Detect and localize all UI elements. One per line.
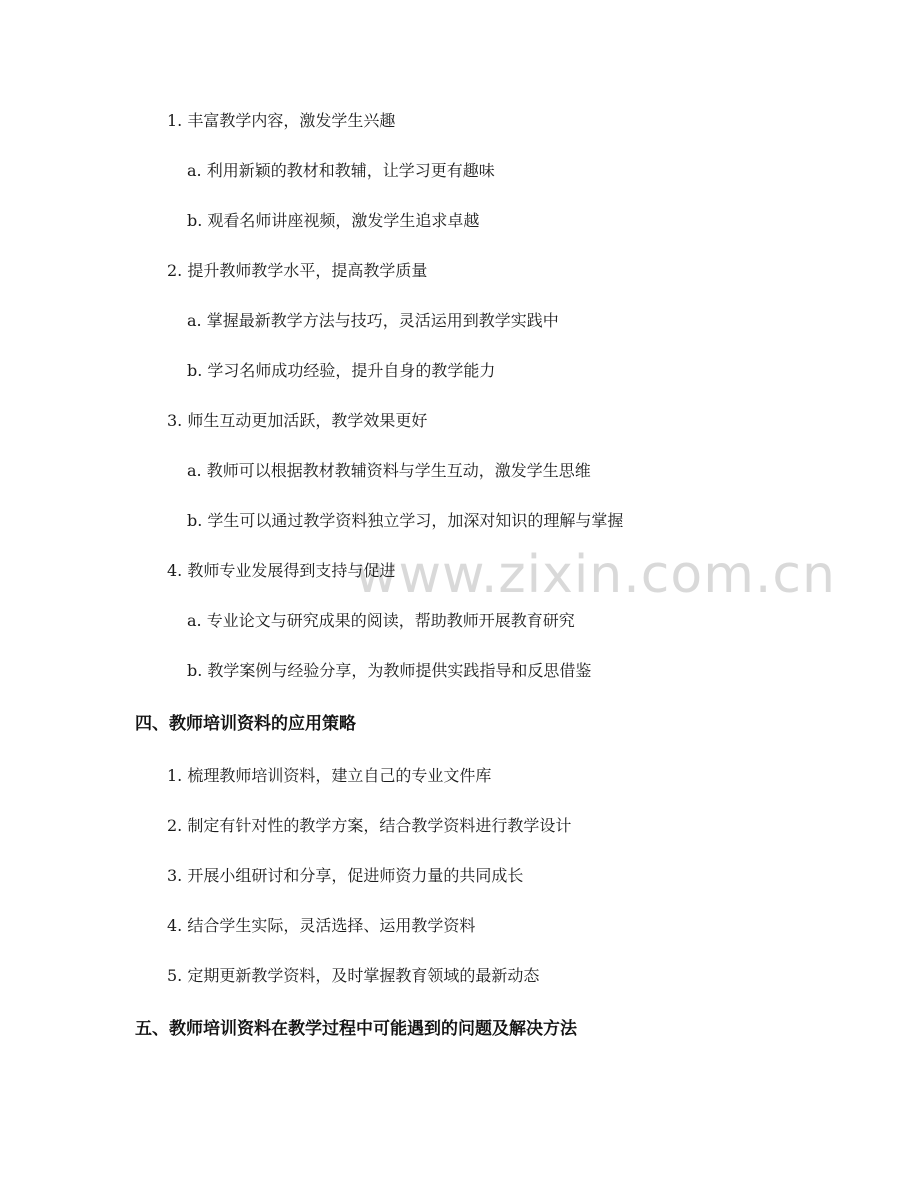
strategy-item-5: 5. 定期更新教学资料，及时掌握教育领域的最新动态 [167, 966, 540, 985]
sub-item-4b: b. 教学案例与经验分享，为教师提供实践指导和反思借鉴 [187, 661, 592, 680]
sub-item-4a: a. 专业论文与研究成果的阅读，帮助教师开展教育研究 [187, 611, 575, 630]
list-item-3: 3. 师生互动更加活跃，教学效果更好 [167, 411, 428, 430]
section-heading-4: 四、教师培训资料的应用策略 [135, 714, 356, 734]
strategy-item-1: 1. 梳理教师培训资料，建立自己的专业文件库 [167, 766, 492, 785]
list-item-2: 2. 提升教师教学水平，提高教学质量 [167, 261, 428, 280]
sub-item-2a: a. 掌握最新教学方法与技巧，灵活运用到教学实践中 [187, 311, 559, 330]
list-item-1: 1. 丰富教学内容，激发学生兴趣 [167, 111, 396, 130]
strategy-item-4: 4. 结合学生实际，灵活选择、运用教学资料 [167, 916, 476, 935]
strategy-item-2: 2. 制定有针对性的教学方案，结合教学资料进行教学设计 [167, 816, 572, 835]
sub-item-3a: a. 教师可以根据教材教辅资料与学生互动，激发学生思维 [187, 461, 591, 480]
sub-item-1b: b. 观看名师讲座视频，激发学生追求卓越 [187, 211, 480, 230]
list-item-4: 4. 教师专业发展得到支持与促进 [167, 561, 396, 580]
sub-item-1a: a. 利用新颖的教材和教辅，让学习更有趣味 [187, 161, 495, 180]
sub-item-2b: b. 学习名师成功经验，提升自身的教学能力 [187, 361, 496, 380]
sub-item-3b: b. 学生可以通过教学资料独立学习，加深对知识的理解与掌握 [187, 511, 624, 530]
strategy-item-3: 3. 开展小组研讨和分享，促进师资力量的共同成长 [167, 866, 524, 885]
section-heading-5: 五、教师培训资料在教学过程中可能遇到的问题及解决方法 [135, 1019, 577, 1039]
watermark: www.zixin.com.cn [355, 545, 836, 605]
